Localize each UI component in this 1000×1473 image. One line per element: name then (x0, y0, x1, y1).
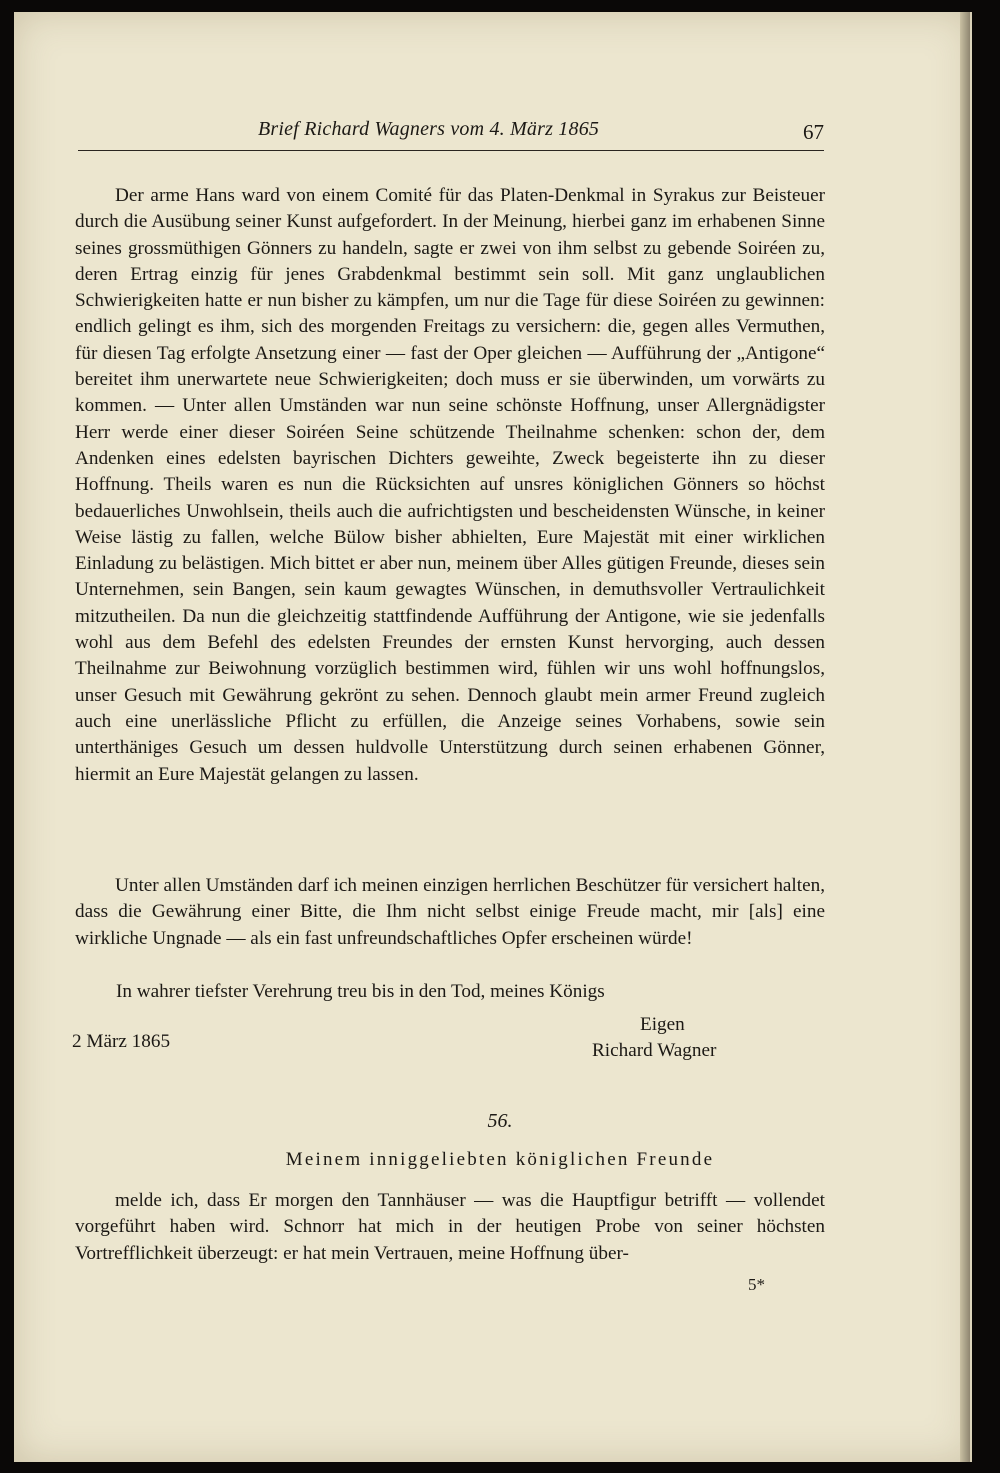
letter-heading: Meinem inniggeliebten königlichen Freunde (285, 1149, 715, 1170)
letter-body-paragraph-1 (75, 183, 825, 788)
paragraph: Unter allen Umständen darf ich meinen einzigen herrlichen Beschützer für versichert halten, dass die Gewährung einer Bitte, die Ihm nicht selbst einige Freude macht, mir [als] eine wirkliche Ungnade — als ein fast unfreundschaftliches Opfer erscheinen würde! (75, 875, 825, 949)
running-header-title: Brief Richard Wagners vom 4. März 1865 (258, 118, 600, 140)
closing-line: In wahrer tiefster Verehrung treu bis in den Tod, meines Königs (116, 981, 605, 1002)
letter-body-paragraph-2 (75, 873, 825, 952)
running-header (78, 118, 824, 151)
signature-line-2: Richard Wagner (592, 1040, 717, 1061)
signature-line-1: Eigen (640, 1014, 685, 1035)
paragraph: Der arme Hans ward von einem Comité für das Platen-Denkmal in Syrakus zur Beisteuer durch die Ausübung seiner Kunst aufgefordert. In der Meinung, hierbei ganz im erhabenen Sinne seines grossmüthigen Gönners zu handeln, sagte er zwei von ihm selbst zu gebende Soiréen zu, deren Ertrag einzig für jenes Grabdenkmal bestimmt sein soll. Mit ganz unglaublichen Schwierigkeiten hatte er nun bisher zu kämpfen, um nur die Tage für diese Soiréen zu gewinnen: endlich gelingt es ihm, sich des morgenden Freitags zu versichern: die, gegen alles Vermuthen, für diesen Tag erfolgte Ansetzung einer — fast der Oper gleichen — Aufführung der „Antigone“ bereitet ihm unerwartete neue Schwierigkeiten; doch muss er sie überwinden, um vorwärts zu kommen. — Unter allen Umständen war nun seine schönste Hoffnung, unser Allergnädigster Herr werde einer dieser Soiréen Seine schützende Theilnahme schenken: schon der, dem Andenken eines edelsten bayrischen Dichters geweihte, Zweck begeisterte ihn zu dieser Hoffnung. Theils waren es nun die Rücksichten auf unsres königlichen Gönners so höchst bedauerliches Unwohlsein, theils auch die aufrichtigsten und bescheidensten Wünsche, in keiner Weise lästig zu fallen, welche Bülow bisher abhielten, Eure Majestät mit einer wirklichen Einladung zu belästigen. Mich bittet er aber nun, meinem über Alles gütigen Freunde, dieses sein Unternehmen, sein Bangen, sein kaum gewagtes Wünschen, in demuthsvoller Vertraulichkeit mitzutheilen. Da nun die gleichzeitig stattfindende Aufführung der Antigone, wie sie jedenfalls wohl aus dem Befehl des edelsten Freundes der ernsten Kunst hervorging, auch dessen Theilnahme zur Beiwohnung vorzüglich bestimmen wird, fühlen wir uns wohl hoffnungslos, unser Gesuch mit Gewährung gekrönt zu sehen. Dennoch glaubt mein armer Freund zugleich auch eine unerlässliche Pflicht zu erfüllen, die Anzeige seines Vorhabens, sowie sein unterthäniges Gesuch um dessen huldvolle Unterstützung durch seinen erhabenen Gönner, hiermit an Eure Majestät gelangen zu lassen. (75, 185, 825, 785)
letter-date: 2 März 1865 (72, 1031, 171, 1052)
paragraph: melde ich, dass Er morgen den Tannhäuser — was die Hauptfigur betrifft — vollendet vorgeführt haben wird. Schnorr hat mich in der heutigen Probe von seiner höchsten Vortrefflichkeit überzeugt: er hat mein Vertrauen, meine Hoffnung über- (75, 1190, 825, 1264)
letter-number: 56. (487, 1110, 513, 1132)
next-letter-paragraph (75, 1188, 825, 1267)
signature-mark: 5* (748, 1275, 765, 1294)
page-number: 67 (803, 120, 824, 144)
